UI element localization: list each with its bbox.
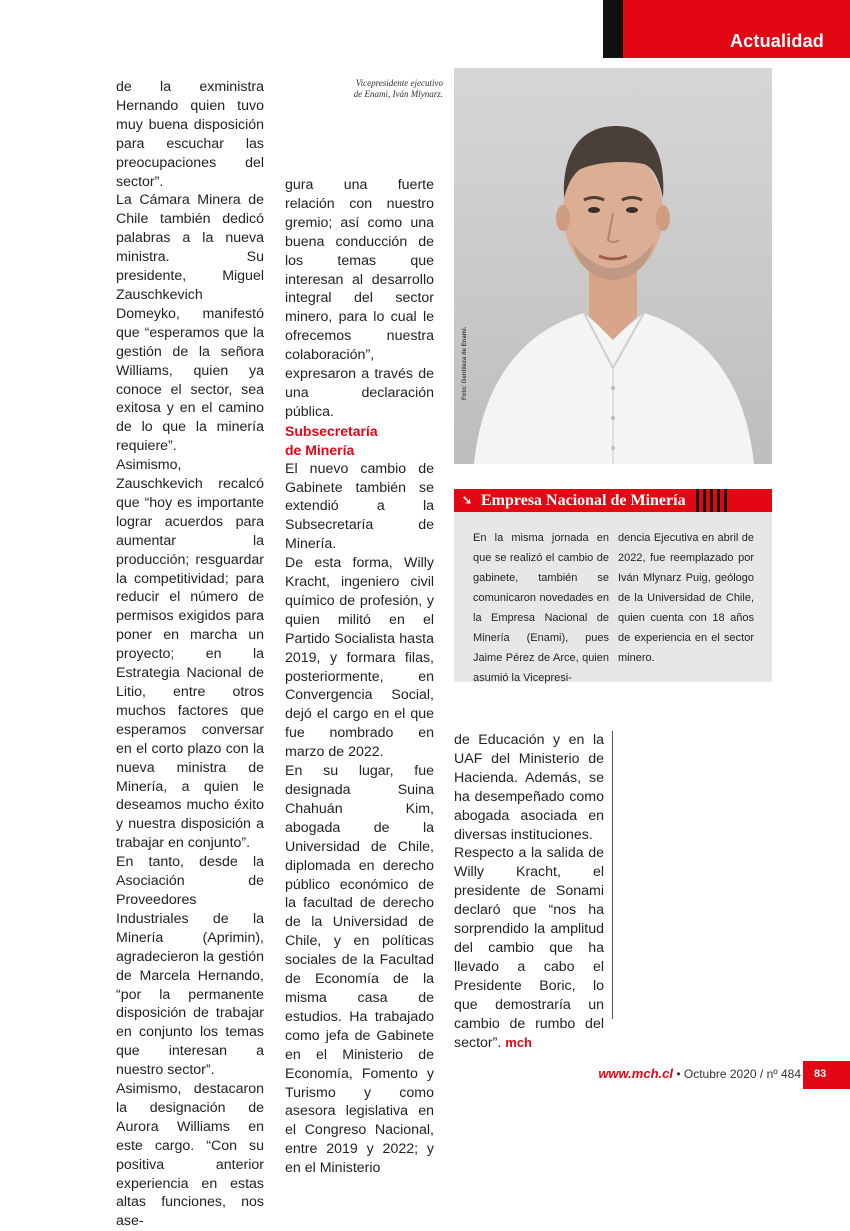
sidebar-box-header xyxy=(454,489,772,512)
column-rule xyxy=(612,731,613,1019)
page-footer xyxy=(598,1066,801,1081)
sidebar-box-column-1: En la misma jornada en que se realizó el cambio de gabinete, también se comunicaron novedades en la Empresa Nacional de Minería (Enami), pues Jaime Pérez de Arce, quien asumió la Vicepresi- xyxy=(473,532,609,684)
paragraph: Asimismo, destacaron la designación de Aurora Williams en este cargo. “Con su positiva anterior experiencia en estas altas funciones, nos ase- xyxy=(116,1081,264,1230)
article-column-1 xyxy=(116,78,264,1231)
article-column-2 xyxy=(285,176,434,1178)
portrait-illustration xyxy=(454,68,772,464)
paragraph: El nuevo cambio de Gabinete también se extendió a la Subsecretaría de Minería. xyxy=(285,460,434,553)
page-number: 83 xyxy=(814,1068,827,1080)
separator: • xyxy=(676,1067,681,1081)
paragraph xyxy=(454,844,604,1052)
portrait-photo xyxy=(454,68,772,464)
paragraph: La Cámara Minera de Chile también dedicó palabras a la nueva ministra. Su presidente, Miguel Zauschkevich Domeyko, manifestó que “esperamos que la gestión de la señora Williams, quien ya conoce el sector, sea exitosa y en el camino de lo que la minería requiere”. xyxy=(116,192,264,455)
paragraph: En su lugar, fue designada Suina Chahuán Kim, abogada de la Universidad de Chile, diplomada en derecho público económico de la facultad de derecho de la Universidad de Chile, y en políticas sociales de la Facultad de Economía de la misma casa de estudios. Ha trabajado como jefa de Gabinete en el Ministerio de Economía, Fomento y Turismo y como asesora legislativa en el Congreso Nacional, entre 2019 y 2022; y en el Ministerio xyxy=(285,763,434,1177)
sidebar-box-column-2: dencia Ejecutiva en abril de 2022, fue reemplazado por Iván Mlynarz Puig, geólogo de la Universidad de Chile, quien cuenta con 18 años de experiencia en el sector minero. xyxy=(618,532,754,664)
section-label: Actualidad xyxy=(729,31,824,51)
paragraph: de la exministra Hernando quien tuvo muy buena disposición para escuchar las preocupaciones del sector”. xyxy=(116,79,264,190)
subheading-line-2: de Minería xyxy=(285,441,355,458)
page-number-box xyxy=(803,1061,850,1089)
paragraph: En tanto, desde la Asociación de Proveedores Industriales de la Minería (Aprimin), agradecieron la gestión de Marcela Hernando, “por la permanente disposición de trabajar en conjunto los temas que interesan a nuestro sector”. xyxy=(116,854,264,1079)
section-tab xyxy=(603,0,850,58)
paragraph: gura una fuerte relación con nuestro gremio; así como una buena conducción de los temas que interesan al desarrollo integral del sector minero, para lo cual le ofrecemos nuestra colaboración”, expresaron a través de una declaración pública. xyxy=(285,177,434,420)
article-column-3 xyxy=(454,731,604,1052)
paragraph-text: Respecto a la salida de Willy Kracht, el presidente de Sonami declaró que “nos ha sorprendido la amplitud del cambio que ha llevado a cabo el Presidente Boric, lo que demostraría un cambio de rumbo del sector”. xyxy=(454,845,604,1051)
arrow-icon: ➘ xyxy=(462,493,473,507)
photo-caption: Vicepresidente ejecutivo de Enami, Iván Mlynarz. xyxy=(353,78,443,99)
mch-signoff-logo: mch xyxy=(505,1034,532,1050)
site-url[interactable]: www.mch.cl xyxy=(598,1066,673,1081)
sidebar-box-body xyxy=(454,512,772,682)
paragraph: Asimismo, Zauschkevich recalcó que “hoy es importante lograr acuerdos para aumentar la producción; resguardar la competitividad; para reducir el número de permisos exigidos para poner en marcha un proyecto; en la Estrategia Nacional de Litio, entre otros muchos factores que esperamos conversar en el corto plazo con la nueva ministra de Minería, a quien le deseamos mucho éxito y nuestra disposición a trabajar en conjunto”. xyxy=(116,457,264,852)
photo-credit: Foto: Gentileza de Enami. xyxy=(462,326,468,400)
paragraph: de Educación y en la UAF del Ministerio de Hacienda. Además, se ha desempeñado como abogada asociada en diversas instituciones. xyxy=(454,732,604,843)
subheading xyxy=(285,422,434,460)
issue-info: Octubre 2020 / nº 484 xyxy=(683,1067,801,1081)
paragraph: De esta forma, Willy Kracht, ingeniero civil químico de profesión, y quien militó en el Partido Socialista hasta 2019, y formara filas, posteriormente, en Convergencia Social, dejó el cargo en el que fue nombrado en marzo de 2022. xyxy=(285,555,434,761)
subheading-line-1: Subsecretaría xyxy=(285,422,378,439)
sidebar-box-title: Empresa Nacional de Minería xyxy=(481,492,686,509)
decorative-stripes xyxy=(696,489,730,512)
